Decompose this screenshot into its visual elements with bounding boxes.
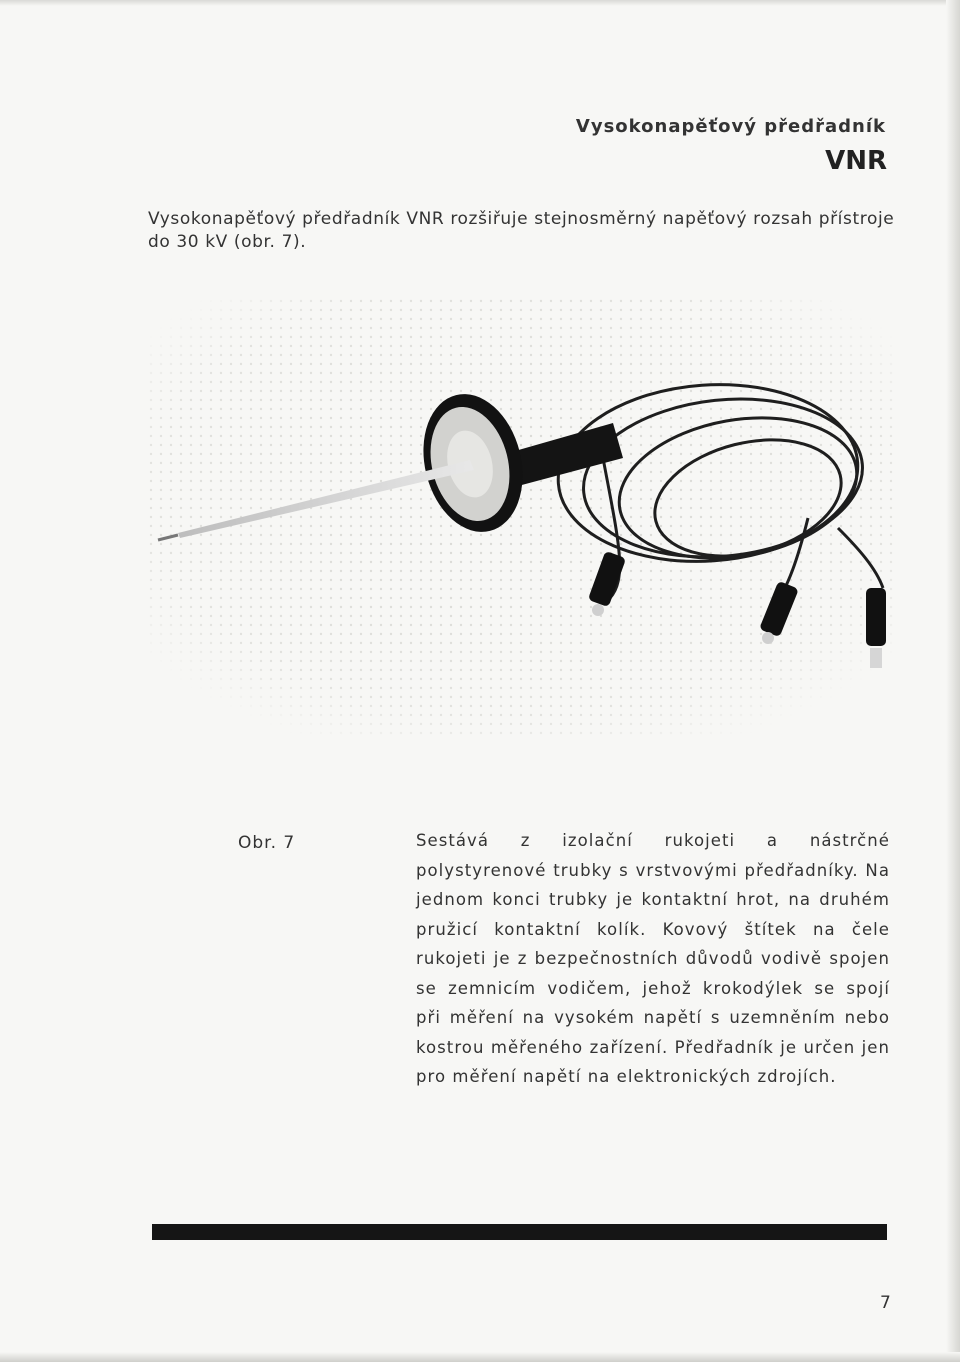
page-edge-top <box>0 0 960 6</box>
section-code: VNR <box>825 146 887 176</box>
page-edge-bottom <box>0 1352 960 1362</box>
section-title: Vysokonapěťový předřadník <box>575 116 886 137</box>
page-edge-right <box>946 0 960 1362</box>
intro-paragraph: Vysokonapěťový předřadník VNR rozšiřuje stejnosměrný napěťový rozsah přístroje do 30 kV (obr. 7). <box>148 209 895 252</box>
page-number: 7 <box>880 1293 891 1313</box>
figure-label: Obr. 7 <box>238 833 296 853</box>
figure-description: Sestává z izolační rukojeti a nástrčné polystyrenové trubky s vrstvovými předřadníky. Na jednom konci trubky je kontaktní hrot, na druhém pružicí kontaktní kolík. Kovový štítek na čele rukojeti je z bezpečnostních důvodů vodivě spojen se zemnicím vodičem, jehož krokodýlek se spojí při měření na vysokém napětí s uzemněním nebo kostrou měřeného zařízení. Předřadník je určen jen pro měření napětí na elektronických zdrojích. <box>416 831 890 1086</box>
footer-rule <box>152 1224 887 1240</box>
probe-photo <box>148 298 894 740</box>
